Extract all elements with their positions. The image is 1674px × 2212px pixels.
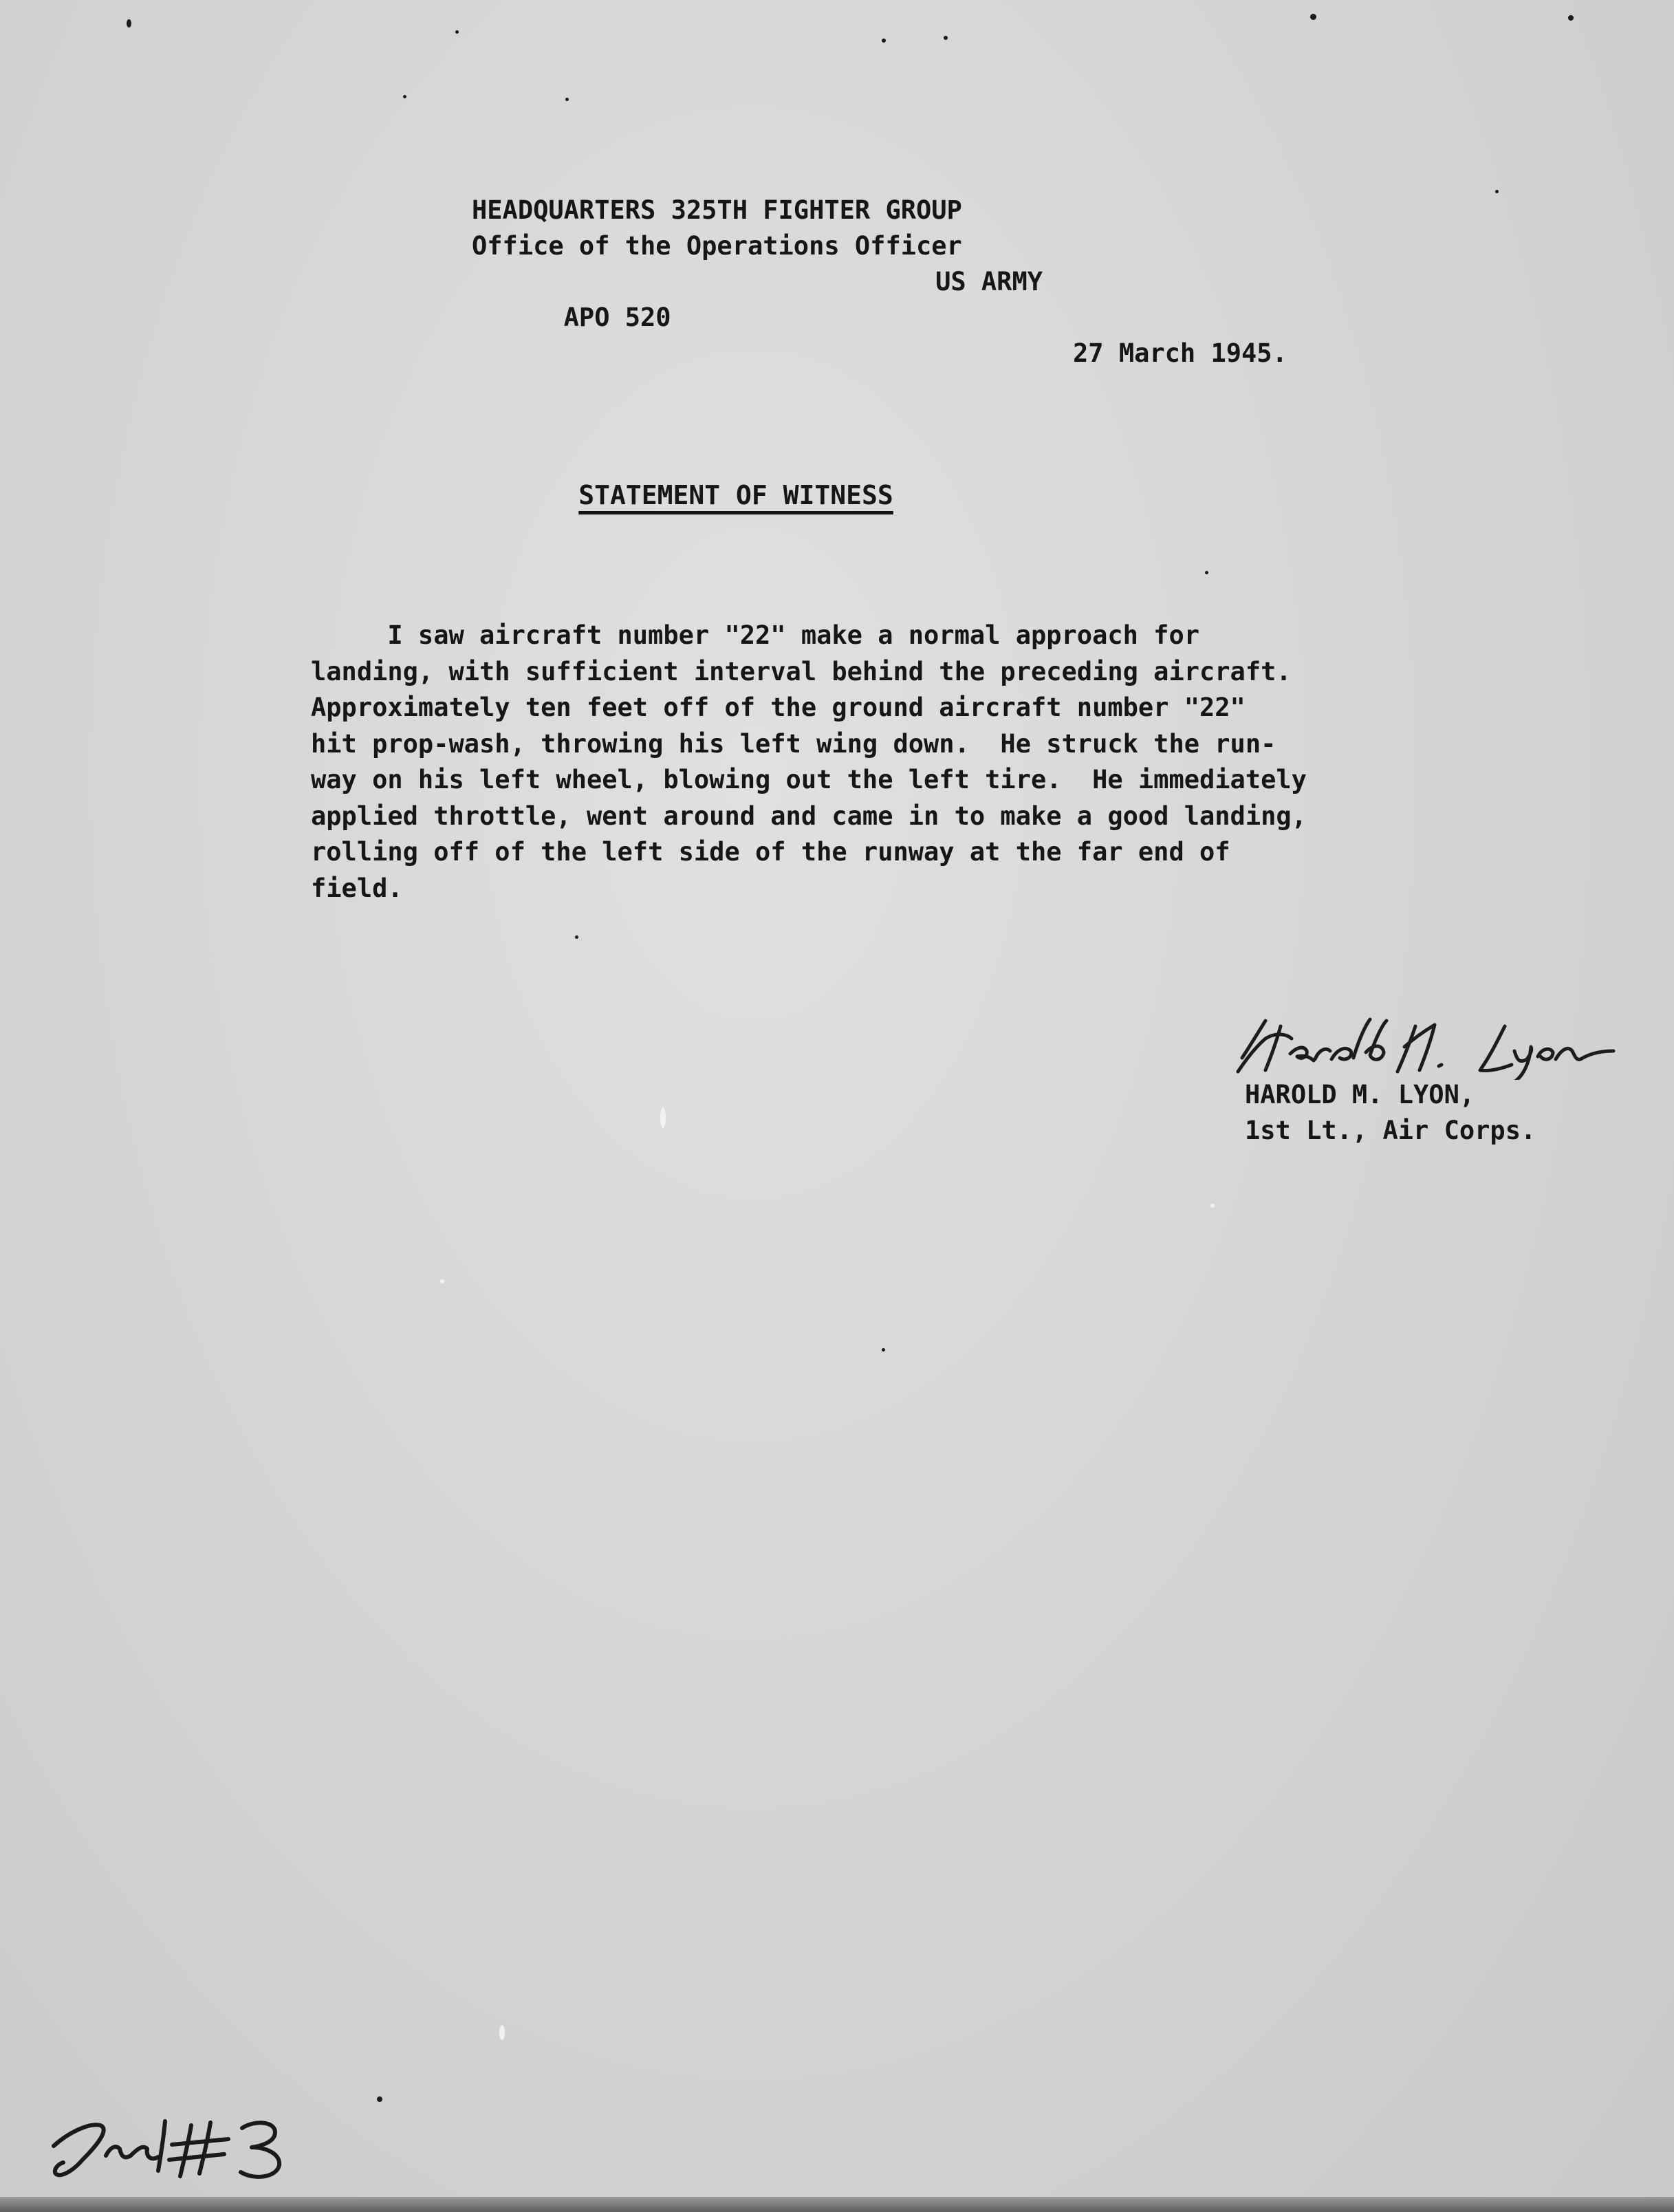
scan-edge [0, 2197, 1674, 2212]
body-line: applied throttle, went around and came in to make a good landing, [311, 801, 1307, 831]
scan-speck [575, 935, 578, 939]
letterhead-line1: HEADQUARTERS 325TH FIGHTER GROUP [472, 195, 962, 225]
signer-name: HAROLD M. LYON, [1245, 1080, 1475, 1109]
body-line: hit prop-wash, throwing his left wing down. He struck the run- [311, 728, 1276, 759]
letterhead-army: US ARMY [935, 267, 1043, 296]
scan-speck [1205, 571, 1208, 574]
document-title: STATEMENT OF WITNESS [578, 480, 893, 510]
scan-speck [660, 1107, 666, 1128]
scan-speck [1568, 15, 1574, 21]
scan-speck [882, 39, 886, 43]
enclosure-note [48, 2105, 309, 2187]
scan-speck [944, 36, 948, 40]
scan-speck [1310, 14, 1316, 20]
body-line: I saw aircraft number "22" make a normal approach for [311, 620, 1200, 650]
scan-speck [403, 95, 406, 98]
signer-rank: 1st Lt., Air Corps. [1245, 1116, 1536, 1145]
letterhead-line2: Office of the Operations Officer [472, 231, 962, 261]
document-date: 27 March 1945. [1073, 338, 1287, 368]
body-line: way on his left wheel, blowing out the left tire. He immediately [311, 765, 1307, 794]
scan-speck [127, 19, 131, 28]
scan-speck [565, 98, 569, 101]
scan-speck [455, 30, 459, 34]
scan-speck [499, 2025, 505, 2040]
body-line: field. [311, 873, 403, 903]
signature-block [1245, 1077, 1536, 1149]
handwritten-signature [1235, 1011, 1620, 1080]
body-line: rolling off of the left side of the runway at the far end of [311, 837, 1230, 867]
scan-speck [1495, 190, 1499, 193]
letterhead-apo: APO 520 [563, 303, 671, 332]
body-line: landing, with sufficient interval behind the preceding aircraft. [311, 656, 1292, 686]
scan-speck [882, 1348, 885, 1352]
scan-speck [440, 1279, 444, 1283]
letterhead [472, 193, 1043, 332]
body-line: Approximately ten feet off of the ground aircraft number "22" [311, 693, 1246, 722]
scan-speck [1210, 1204, 1215, 1208]
statement-body [311, 618, 1466, 907]
scan-speck [377, 2096, 382, 2102]
